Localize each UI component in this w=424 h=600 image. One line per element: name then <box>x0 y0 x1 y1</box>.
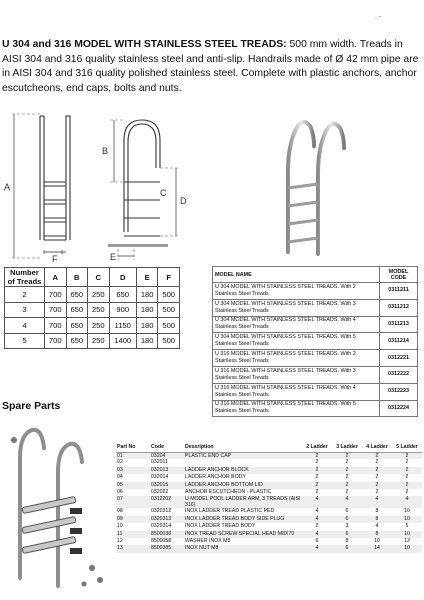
spare-parts-header-cell: 5 Ladder <box>392 442 422 452</box>
spare-part-cell: 4 <box>302 496 332 508</box>
spare-part-cell: 6 <box>345 508 349 515</box>
spare-part-cell: 8 <box>345 537 349 544</box>
spare-part-cell: 2 <box>345 488 349 495</box>
model-table-header <box>213 267 418 283</box>
dimension-table-header <box>5 268 180 287</box>
spare-part-cell: 03204 <box>150 452 184 459</box>
spare-part-cell: 12 <box>117 537 123 544</box>
model-row <box>213 383 418 400</box>
dimension-cell: 650 <box>66 333 88 349</box>
spare-part-cell: 2 <box>375 459 379 466</box>
dimension-header-cell: E <box>136 268 158 287</box>
spare-part-cell: 6 <box>332 516 362 523</box>
spare-part-cell: 032013 <box>150 467 184 474</box>
dimension-row <box>5 318 180 334</box>
spare-part-cell: 8 <box>375 508 379 515</box>
model-code-header: MODEL CODE <box>380 267 418 283</box>
model-cell: U 304 MODEL WITH STAINLESS STEEL TREADS. With 2 Stainless Steel Treads <box>213 283 380 300</box>
spare-parts-header-cell: 3 Ladder <box>332 442 362 452</box>
spare-part-cell: 11 <box>116 531 150 538</box>
spare-part-cell: 6 <box>332 531 362 538</box>
spare-part-row <box>116 545 422 552</box>
spare-part-row <box>116 496 422 508</box>
spare-parts-header-cell: Code <box>150 442 184 452</box>
spare-part-cell: 5 <box>405 523 409 530</box>
spare-parts-photo <box>0 418 114 596</box>
spare-part-row <box>116 467 422 474</box>
spare-part-row <box>116 508 422 515</box>
spare-part-cell: 0320312 <box>151 508 172 515</box>
spare-parts-title: Spare Parts <box>2 400 61 412</box>
dimension-cell: 700 <box>45 333 67 349</box>
dimension-cell: 500 <box>158 287 180 303</box>
spare-part-cell: 10 <box>374 537 380 544</box>
spare-part-cell: 2 <box>302 467 332 474</box>
spare-part-cell: 2 <box>392 452 422 459</box>
dimension-row <box>5 302 180 318</box>
model-cell: U 316 MODEL WITH STAINLESS STEEL TREADS. With 5 Stainless Steel Treads <box>213 400 380 417</box>
spare-parts-header-cell: Description <box>184 442 302 452</box>
dimension-label-a: A <box>4 182 11 192</box>
dimension-cell: 1150 <box>109 318 136 334</box>
spare-part-cell: 2 <box>345 459 349 466</box>
spare-parts-body <box>116 452 422 553</box>
dimension-cell: 500 <box>158 302 180 318</box>
model-cell: 0312224 <box>380 400 418 417</box>
spare-part-cell: 8 <box>362 531 392 538</box>
spare-part-cell: INOX LADDER TREAD BODY <box>185 523 256 530</box>
dimension-label-f: F <box>52 254 58 264</box>
dimension-header-cell: A <box>45 268 67 287</box>
spare-part-row <box>116 489 422 496</box>
spare-part-row <box>116 482 422 489</box>
model-row <box>213 299 418 316</box>
spare-part-cell: 10 <box>404 508 410 515</box>
spare-part-cell: PLASTIC END CAP <box>184 452 302 459</box>
dimension-header-cell: D <box>109 268 136 287</box>
spare-part-cell: 10 <box>392 516 422 523</box>
spare-part-cell: 2 <box>315 488 319 495</box>
dimension-cell: 5 <box>5 333 45 349</box>
spare-part-cell: 08 <box>117 508 123 515</box>
model-row <box>213 350 418 367</box>
model-cell: U 304 MODEL WITH STAINLESS STEEL TREADS. With 5 Stainless Steel Treads <box>213 333 380 350</box>
spare-part-cell: 2 <box>375 474 379 481</box>
spare-part-cell: LADDER ANCHOR BODY <box>185 474 246 481</box>
spare-part-cell: 14 <box>362 545 392 552</box>
spare-part-cell: 032014 <box>151 474 169 481</box>
spare-part-cell: 09 <box>116 516 150 523</box>
spare-part-cell: 6 <box>332 545 362 552</box>
spare-part-cell: 8500385 <box>150 545 184 552</box>
dimension-row <box>5 287 180 303</box>
model-cell: 0311214 <box>380 333 418 350</box>
spare-part-cell: 8500058 <box>151 537 172 544</box>
spare-part-cell: 10 <box>392 531 422 538</box>
model-cell: 0312222 <box>380 366 418 383</box>
dimension-table <box>4 267 180 349</box>
model-cell: U 304 MODEL WITH STAINLESS STEEL TREADS. With 4 Stainless Steel Treads <box>213 316 380 333</box>
spare-part-cell: 0312202 <box>150 496 184 508</box>
spare-part-cell: 4 <box>302 516 332 523</box>
spare-part-cell: 03 <box>116 467 150 474</box>
dimension-cell: 650 <box>66 302 88 318</box>
spare-part-cell <box>184 459 302 466</box>
spare-part-cell: LADDER ANCHOR BOTTOM LID <box>184 482 302 489</box>
spare-part-cell: 2 <box>405 459 409 466</box>
dimension-header-cell: B <box>66 268 88 287</box>
dimension-cell: 250 <box>88 333 110 349</box>
spare-part-cell: 4 <box>315 508 319 515</box>
dimension-cell: 250 <box>88 287 110 303</box>
spare-parts-table <box>116 442 422 553</box>
model-cell: 0312223 <box>380 383 418 400</box>
dimension-cell: 650 <box>66 287 88 303</box>
ladder-product-photo <box>248 112 424 262</box>
model-row <box>213 316 418 333</box>
spare-part-cell: 2 <box>345 474 349 481</box>
spare-part-cell: 4 <box>392 496 422 508</box>
spare-part-cell: 2 <box>392 482 422 489</box>
model-row <box>213 366 418 383</box>
spare-parts-header-cell: 2 Ladder <box>302 442 332 452</box>
model-cell: 0311213 <box>380 316 418 333</box>
dimension-cell: 180 <box>136 333 158 349</box>
spare-part-cell: 032011 <box>151 459 168 466</box>
dimension-header-cell: Number of Treads <box>5 268 45 287</box>
spare-part-cell: 10 <box>392 545 422 552</box>
spare-parts-header-cell: Part No <box>116 442 150 452</box>
dimension-label-d: D <box>180 196 187 206</box>
spare-part-cell: 2 <box>362 467 392 474</box>
spare-part-cell: 2 <box>405 474 409 481</box>
dimension-cell: 900 <box>109 302 136 318</box>
spare-part-cell: 01 <box>116 452 150 459</box>
spare-part-cell: 4 <box>302 545 332 552</box>
spare-part-cell: 2 <box>375 488 379 495</box>
model-name-header: MODEL NAME <box>213 267 380 283</box>
spare-part-cell: 2 <box>315 474 319 481</box>
spare-part-cell: 06 <box>117 488 123 495</box>
spare-part-cell: 8 <box>362 516 392 523</box>
spare-part-cell: 12 <box>404 537 410 544</box>
model-cell: 0311212 <box>380 299 418 316</box>
spare-part-row <box>116 538 422 545</box>
spare-part-cell: 0320313 <box>150 516 184 523</box>
spare-part-cell: 0320314 <box>151 523 172 530</box>
spare-part-cell: 2 <box>315 459 319 466</box>
spare-parts-header <box>116 442 422 452</box>
spare-part-row <box>116 516 422 523</box>
spare-part-cell: 2 <box>332 482 362 489</box>
dimension-row <box>5 333 180 349</box>
model-cell: 0312221 <box>380 350 418 367</box>
spare-part-cell: INOX TREAD SCREW SPECIAL HEAD M8X70 <box>184 531 302 538</box>
model-table-body <box>213 283 418 417</box>
model-cell: U 304 MODEL WITH STAINLESS STEEL TREADS. With 3 Stainless Steel Treads <box>213 299 380 316</box>
spare-part-row <box>116 474 422 481</box>
model-table <box>212 266 418 417</box>
spare-part-row <box>116 531 422 538</box>
spare-part-cell: 02 <box>117 459 123 466</box>
dimension-cell: 250 <box>88 302 110 318</box>
model-cell: U 316 MODEL WITH STAINLESS STEEL TREADS. With 4 Stainless Steel Treads <box>213 383 380 400</box>
dimension-cell: 180 <box>136 302 158 318</box>
spare-part-cell: LADDER ANCHOR BLOCK <box>184 467 302 474</box>
spare-part-cell: 04 <box>117 474 123 481</box>
spare-part-cell: 6 <box>315 537 319 544</box>
spare-parts-header-cell: 4 Ladder <box>362 442 392 452</box>
model-row <box>213 333 418 350</box>
dimension-cell: 3 <box>5 302 45 318</box>
dimension-cell: 4 <box>5 318 45 334</box>
spare-part-cell: 05 <box>116 482 150 489</box>
product-text: 500 mm width. Treads in AISI 304 and 316 quality stainless steel and anti-slip. Handrails made of Ø 42 mm pipe are in AISI 304 and 316 quality polished stainless steel. Complete with plastic anchors, anchor escutcheons, end caps, bolts and nuts. <box>2 39 419 94</box>
dimension-cell: 700 <box>45 318 67 334</box>
spare-part-cell: 2 <box>362 482 392 489</box>
spare-part-cell: 2 <box>392 467 422 474</box>
spare-part-cell: 3 <box>345 523 349 530</box>
spare-part-cell: INOX LADDER TREAD BODY SIDE PLUG <box>184 516 302 523</box>
ladder-dimension-diagram <box>0 112 200 264</box>
dimension-cell: 500 <box>158 333 180 349</box>
dimension-cell: 700 <box>45 287 67 303</box>
product-title: U 304 and 316 MODEL WITH STAINLESS STEEL TREADS: <box>2 39 287 50</box>
dimension-cell: 180 <box>136 318 158 334</box>
spare-part-cell: 4 <box>332 496 362 508</box>
spare-part-cell: 2 <box>362 452 392 459</box>
model-row <box>213 400 418 417</box>
spare-part-cell: 4 <box>375 523 379 530</box>
spare-part-row <box>116 459 422 466</box>
model-row <box>213 283 418 300</box>
spare-part-cell: 2 <box>302 482 332 489</box>
dimension-cell: 2 <box>5 287 45 303</box>
dimension-cell: 500 <box>158 318 180 334</box>
spare-part-cell: INOX NUT M8 <box>184 545 302 552</box>
spare-part-cell: INOX LADDER TREAD PLASTIC PED <box>185 508 275 515</box>
product-description <box>2 38 420 96</box>
spare-part-cell: 2 <box>405 488 409 495</box>
spare-part-cell: WASHER INOX M8 <box>185 537 231 544</box>
dimension-table-body <box>5 287 180 349</box>
model-cell: U 316 MODEL WITH STAINLESS STEEL TREADS. With 3 Stainless Steel Treads <box>213 366 380 383</box>
dimension-header-cell: C <box>88 268 110 287</box>
spare-part-cell: 10 <box>117 523 123 530</box>
spare-part-cell: 2 <box>315 523 319 530</box>
spare-part-cell: 4 <box>362 496 392 508</box>
spare-part-cell: ANCHOR ESCUTCHEON - PLASTIC <box>185 488 272 495</box>
spare-part-row <box>116 452 422 459</box>
dimension-cell: 180 <box>136 287 158 303</box>
dimension-cell: 650 <box>66 318 88 334</box>
spare-part-cell: 13 <box>116 545 150 552</box>
spare-part-cell: 2 <box>302 452 332 459</box>
dimension-header-cell: F <box>158 268 180 287</box>
spare-part-cell: 032022 <box>151 488 169 495</box>
dimension-label-e: E <box>110 252 117 262</box>
spare-part-cell: 2 <box>332 452 362 459</box>
dimension-cell: 250 <box>88 318 110 334</box>
model-cell: U 316 MODEL WITH STAINLESS STEEL TREADS. With 2 Stainless Steel Treads <box>213 350 380 367</box>
dimension-cell: 1400 <box>109 333 136 349</box>
spare-part-row <box>116 523 422 530</box>
spare-part-cell: 07 <box>116 496 150 508</box>
corner-mark: . - <box>375 14 382 21</box>
dimension-label-b: B <box>102 146 109 156</box>
spare-part-cell: 032015 <box>150 482 184 489</box>
spare-part-cell: 2 <box>332 467 362 474</box>
spare-part-cell: 8500038 <box>150 531 184 538</box>
dimension-cell: 650 <box>109 287 136 303</box>
dimension-cell: 700 <box>45 302 67 318</box>
spare-part-cell: U MODEL POOL LADDER ARM, 3 TREADS (AISI 316) <box>185 496 301 509</box>
spare-part-cell: 4 <box>302 531 332 538</box>
dimension-label-c: C <box>160 188 167 198</box>
model-cell: 0311211 <box>380 283 418 300</box>
